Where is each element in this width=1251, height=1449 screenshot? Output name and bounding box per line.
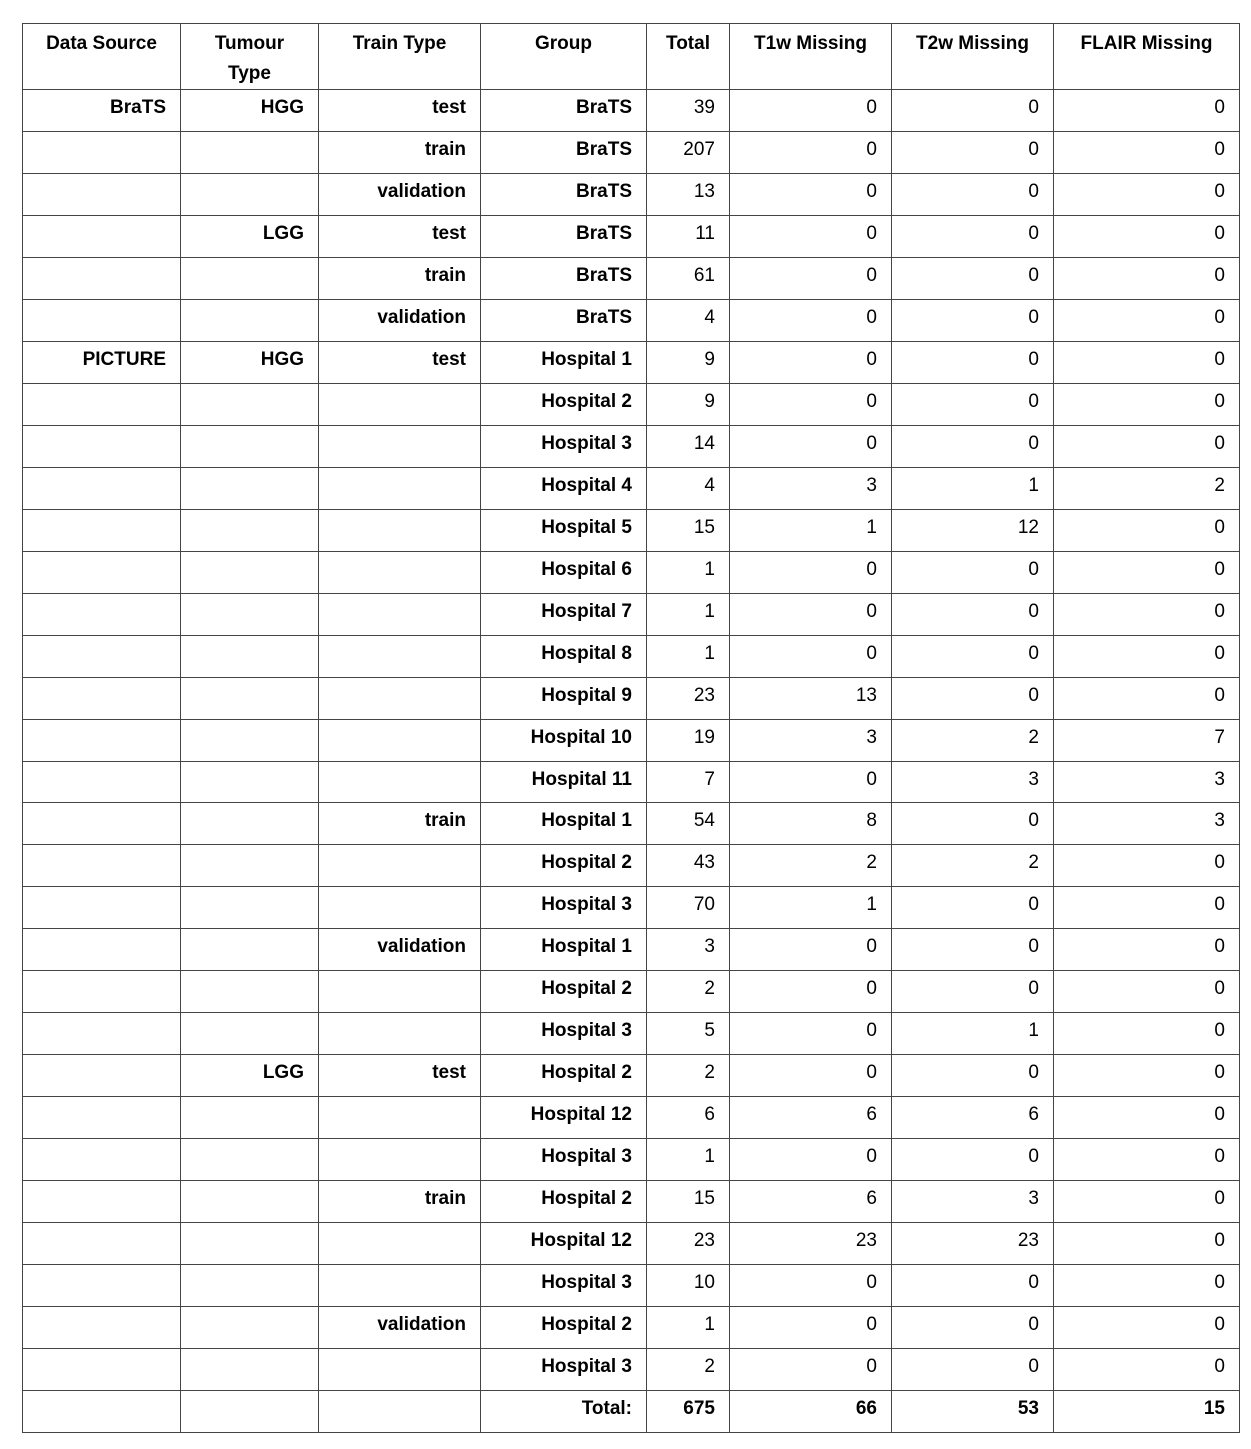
table-row <box>23 677 1240 719</box>
cell-total: 15 <box>647 1181 730 1223</box>
cell-total: 9 <box>647 341 730 383</box>
cell-tumour-type <box>181 425 319 467</box>
cell-t1w-missing: 0 <box>730 131 892 173</box>
cell-t1w-missing: 0 <box>730 635 892 677</box>
cell-data-source <box>23 509 181 551</box>
cell-train-type <box>319 719 481 761</box>
cell-train-type: train <box>319 803 481 845</box>
cell-tumour-type <box>181 845 319 887</box>
table-row <box>23 299 1240 341</box>
cell-t1w-missing: 3 <box>730 467 892 509</box>
cell-train-type: train <box>319 257 481 299</box>
cell-data-source <box>23 635 181 677</box>
cell-group: Hospital 2 <box>481 1307 647 1349</box>
cell-data-source <box>23 1013 181 1055</box>
cell-data-source <box>23 845 181 887</box>
cell-t1w-missing: 8 <box>730 803 892 845</box>
cell-t2w-missing: 2 <box>892 845 1054 887</box>
cell-total: 1 <box>647 593 730 635</box>
cell-t2w-missing: 0 <box>892 593 1054 635</box>
cell-data-source <box>23 1349 181 1391</box>
cell-group: Hospital 10 <box>481 719 647 761</box>
cell-tumour-type <box>181 1097 319 1139</box>
cell-total: 43 <box>647 845 730 887</box>
cell-train-type: validation <box>319 299 481 341</box>
cell-flair-missing: 0 <box>1054 131 1240 173</box>
cell-data-source <box>23 887 181 929</box>
table-row <box>23 803 1240 845</box>
cell-train-type: test <box>319 90 481 132</box>
table-row <box>23 509 1240 551</box>
cell-tumour-type <box>181 1265 319 1307</box>
cell-train-type <box>319 1097 481 1139</box>
cell-t1w-missing: 6 <box>730 1097 892 1139</box>
cell-flair-missing: 3 <box>1054 761 1240 803</box>
cell-data-source <box>23 971 181 1013</box>
cell-t1w-missing: 0 <box>730 761 892 803</box>
cell-data-source <box>23 131 181 173</box>
cell-train-type <box>319 1265 481 1307</box>
table-row <box>23 1349 1240 1391</box>
cell-flair-missing: 3 <box>1054 803 1240 845</box>
cell-data-source <box>23 761 181 803</box>
cell-flair-missing: 0 <box>1054 299 1240 341</box>
cell-tumour-type <box>181 173 319 215</box>
cell-flair-missing: 0 <box>1054 1307 1240 1349</box>
cell-total: 7 <box>647 761 730 803</box>
table-row <box>23 719 1240 761</box>
cell-flair-missing: 0 <box>1054 509 1240 551</box>
cell-t2w-missing: 0 <box>892 341 1054 383</box>
cell-train-type: validation <box>319 1307 481 1349</box>
table-row <box>23 1139 1240 1181</box>
cell-flair-missing: 0 <box>1054 1223 1240 1265</box>
cell-data-source <box>23 425 181 467</box>
table-row <box>23 173 1240 215</box>
cell-t1w-missing: 2 <box>730 845 892 887</box>
cell-flair-missing: 7 <box>1054 719 1240 761</box>
cell-total: 15 <box>647 509 730 551</box>
cell-t2w-missing: 1 <box>892 467 1054 509</box>
header-data-source: Data Source <box>23 24 181 90</box>
cell-t2w-missing: 0 <box>892 383 1054 425</box>
cell-group: Hospital 1 <box>481 341 647 383</box>
table-row <box>23 1223 1240 1265</box>
cell-t2w-missing: 0 <box>892 215 1054 257</box>
cell-t1w-missing: 3 <box>730 719 892 761</box>
cell-flair-missing: 0 <box>1054 215 1240 257</box>
cell-t2w-missing: 0 <box>892 1307 1054 1349</box>
header-group: Group <box>481 24 647 90</box>
table-row <box>23 1013 1240 1055</box>
cell-flair-missing: 0 <box>1054 1013 1240 1055</box>
cell-tumour-type <box>181 803 319 845</box>
cell-flair-missing: 0 <box>1054 383 1240 425</box>
header-row <box>23 24 1240 90</box>
cell-group: Hospital 3 <box>481 1013 647 1055</box>
cell-total: 1 <box>647 635 730 677</box>
cell-data-source <box>23 551 181 593</box>
cell-tumour-type <box>181 971 319 1013</box>
cell-t2w-missing: 0 <box>892 551 1054 593</box>
cell-tumour-type <box>181 1307 319 1349</box>
cell-t1w-missing: 0 <box>730 1139 892 1181</box>
cell-train-type <box>319 635 481 677</box>
cell-flair-missing: 0 <box>1054 425 1240 467</box>
cell-tumour-type <box>181 677 319 719</box>
cell-tumour-type <box>181 1349 319 1391</box>
header-flair-missing: FLAIR Missing <box>1054 24 1240 90</box>
cell-tumour-type <box>181 383 319 425</box>
cell-t2w-missing: 53 <box>892 1391 1054 1433</box>
cell-group: Hospital 1 <box>481 929 647 971</box>
cell-total: 1 <box>647 1307 730 1349</box>
table-row <box>23 761 1240 803</box>
cell-group: Hospital 3 <box>481 1349 647 1391</box>
table-row <box>23 90 1240 132</box>
table-row <box>23 1181 1240 1223</box>
cell-tumour-type <box>181 761 319 803</box>
cell-total: 9 <box>647 383 730 425</box>
cell-data-source <box>23 929 181 971</box>
table-row <box>23 257 1240 299</box>
table-body <box>23 90 1240 1433</box>
cell-total: 6 <box>647 1097 730 1139</box>
cell-t1w-missing: 0 <box>730 1307 892 1349</box>
total-row <box>23 1391 1240 1433</box>
cell-train-type: test <box>319 215 481 257</box>
cell-t1w-missing: 0 <box>730 257 892 299</box>
cell-flair-missing: 0 <box>1054 887 1240 929</box>
table-row <box>23 1307 1240 1349</box>
cell-total: 4 <box>647 467 730 509</box>
cell-train-type <box>319 1139 481 1181</box>
cell-tumour-type <box>181 1139 319 1181</box>
cell-t1w-missing: 0 <box>730 1265 892 1307</box>
cell-group: Hospital 7 <box>481 593 647 635</box>
cell-train-type <box>319 971 481 1013</box>
cell-train-type <box>319 1391 481 1433</box>
cell-t2w-missing: 23 <box>892 1223 1054 1265</box>
cell-total: 5 <box>647 1013 730 1055</box>
cell-data-source <box>23 173 181 215</box>
cell-train-type <box>319 425 481 467</box>
cell-tumour-type <box>181 719 319 761</box>
cell-t1w-missing: 1 <box>730 509 892 551</box>
table-row <box>23 929 1240 971</box>
cell-group: Hospital 2 <box>481 845 647 887</box>
cell-flair-missing: 0 <box>1054 971 1240 1013</box>
cell-train-type <box>319 593 481 635</box>
cell-tumour-type: HGG <box>181 90 319 132</box>
cell-train-type <box>319 887 481 929</box>
cell-data-source <box>23 1223 181 1265</box>
cell-total: 1 <box>647 1139 730 1181</box>
cell-t1w-missing: 0 <box>730 173 892 215</box>
cell-total: 4 <box>647 299 730 341</box>
cell-train-type <box>319 509 481 551</box>
cell-t1w-missing: 0 <box>730 383 892 425</box>
cell-total: 207 <box>647 131 730 173</box>
cell-flair-missing: 15 <box>1054 1391 1240 1433</box>
cell-train-type <box>319 845 481 887</box>
cell-t2w-missing: 0 <box>892 131 1054 173</box>
cell-tumour-type <box>181 1013 319 1055</box>
cell-group: Hospital 3 <box>481 1139 647 1181</box>
cell-flair-missing: 0 <box>1054 1265 1240 1307</box>
cell-group: Hospital 1 <box>481 803 647 845</box>
cell-flair-missing: 0 <box>1054 593 1240 635</box>
cell-group: BraTS <box>481 299 647 341</box>
cell-t2w-missing: 0 <box>892 90 1054 132</box>
cell-data-source <box>23 1181 181 1223</box>
data-table <box>22 23 1240 1433</box>
cell-data-source <box>23 1097 181 1139</box>
cell-data-source <box>23 1139 181 1181</box>
cell-group: Hospital 3 <box>481 425 647 467</box>
cell-t2w-missing: 0 <box>892 1265 1054 1307</box>
cell-t2w-missing: 12 <box>892 509 1054 551</box>
header-train-type: Train Type <box>319 24 481 90</box>
cell-train-type: validation <box>319 173 481 215</box>
cell-data-source <box>23 257 181 299</box>
cell-t1w-missing: 66 <box>730 1391 892 1433</box>
cell-tumour-type <box>181 593 319 635</box>
cell-group: BraTS <box>481 215 647 257</box>
cell-total: 3 <box>647 929 730 971</box>
cell-t2w-missing: 0 <box>892 887 1054 929</box>
cell-t1w-missing: 0 <box>730 971 892 1013</box>
cell-group: Hospital 5 <box>481 509 647 551</box>
cell-group: Hospital 3 <box>481 887 647 929</box>
cell-total: 39 <box>647 90 730 132</box>
cell-data-source <box>23 593 181 635</box>
cell-group: BraTS <box>481 257 647 299</box>
cell-total: 23 <box>647 1223 730 1265</box>
cell-t2w-missing: 3 <box>892 1181 1054 1223</box>
cell-t1w-missing: 0 <box>730 929 892 971</box>
table-row <box>23 1097 1240 1139</box>
header-tumour-type: Tumour Type <box>181 24 319 90</box>
cell-t2w-missing: 0 <box>892 425 1054 467</box>
cell-t1w-missing: 0 <box>730 1349 892 1391</box>
table-row <box>23 971 1240 1013</box>
cell-tumour-type <box>181 1391 319 1433</box>
cell-t1w-missing: 0 <box>730 1055 892 1097</box>
cell-t2w-missing: 0 <box>892 971 1054 1013</box>
cell-group: Hospital 11 <box>481 761 647 803</box>
cell-t2w-missing: 0 <box>892 173 1054 215</box>
cell-total: 61 <box>647 257 730 299</box>
cell-t1w-missing: 0 <box>730 90 892 132</box>
table-row <box>23 887 1240 929</box>
cell-train-type <box>319 677 481 719</box>
cell-t1w-missing: 0 <box>730 341 892 383</box>
table-row <box>23 341 1240 383</box>
cell-data-source: PICTURE <box>23 341 181 383</box>
cell-group: Hospital 4 <box>481 467 647 509</box>
cell-flair-missing: 0 <box>1054 845 1240 887</box>
cell-t2w-missing: 3 <box>892 761 1054 803</box>
cell-group: Total: <box>481 1391 647 1433</box>
cell-tumour-type <box>181 131 319 173</box>
table-row <box>23 845 1240 887</box>
table-row <box>23 1265 1240 1307</box>
cell-group: Hospital 9 <box>481 677 647 719</box>
cell-t2w-missing: 0 <box>892 1349 1054 1391</box>
cell-tumour-type <box>181 509 319 551</box>
cell-train-type <box>319 383 481 425</box>
cell-total: 54 <box>647 803 730 845</box>
table-row <box>23 467 1240 509</box>
cell-data-source <box>23 803 181 845</box>
cell-group: Hospital 3 <box>481 1265 647 1307</box>
table-row <box>23 1055 1240 1097</box>
cell-tumour-type <box>181 1181 319 1223</box>
cell-group: Hospital 2 <box>481 971 647 1013</box>
header-t1w-missing: T1w Missing <box>730 24 892 90</box>
cell-train-type: train <box>319 131 481 173</box>
cell-t2w-missing: 6 <box>892 1097 1054 1139</box>
cell-t1w-missing: 23 <box>730 1223 892 1265</box>
cell-tumour-type <box>181 551 319 593</box>
cell-tumour-type <box>181 299 319 341</box>
table-row <box>23 215 1240 257</box>
cell-t1w-missing: 0 <box>730 215 892 257</box>
cell-total: 70 <box>647 887 730 929</box>
cell-train-type: validation <box>319 929 481 971</box>
cell-t2w-missing: 0 <box>892 299 1054 341</box>
cell-t1w-missing: 0 <box>730 299 892 341</box>
cell-total: 2 <box>647 971 730 1013</box>
table-row <box>23 131 1240 173</box>
cell-train-type: train <box>319 1181 481 1223</box>
cell-data-source <box>23 383 181 425</box>
table-row <box>23 593 1240 635</box>
cell-tumour-type <box>181 887 319 929</box>
cell-data-source <box>23 1307 181 1349</box>
cell-total: 23 <box>647 677 730 719</box>
cell-train-type <box>319 551 481 593</box>
cell-t2w-missing: 0 <box>892 1055 1054 1097</box>
cell-flair-missing: 0 <box>1054 90 1240 132</box>
cell-flair-missing: 0 <box>1054 173 1240 215</box>
cell-tumour-type: LGG <box>181 1055 319 1097</box>
cell-total: 10 <box>647 1265 730 1307</box>
cell-train-type <box>319 1223 481 1265</box>
cell-total: 1 <box>647 551 730 593</box>
cell-flair-missing: 0 <box>1054 1139 1240 1181</box>
cell-t1w-missing: 0 <box>730 425 892 467</box>
cell-group: Hospital 6 <box>481 551 647 593</box>
cell-total: 2 <box>647 1349 730 1391</box>
cell-group: BraTS <box>481 131 647 173</box>
cell-tumour-type <box>181 467 319 509</box>
cell-group: Hospital 2 <box>481 383 647 425</box>
cell-total: 19 <box>647 719 730 761</box>
cell-t1w-missing: 6 <box>730 1181 892 1223</box>
cell-data-source: BraTS <box>23 90 181 132</box>
cell-group: Hospital 2 <box>481 1181 647 1223</box>
cell-train-type <box>319 1013 481 1055</box>
cell-total: 675 <box>647 1391 730 1433</box>
cell-data-source <box>23 1391 181 1433</box>
cell-flair-missing: 0 <box>1054 1181 1240 1223</box>
cell-total: 14 <box>647 425 730 467</box>
cell-t1w-missing: 13 <box>730 677 892 719</box>
cell-group: Hospital 2 <box>481 1055 647 1097</box>
cell-train-type: test <box>319 1055 481 1097</box>
table-row <box>23 551 1240 593</box>
cell-t2w-missing: 0 <box>892 677 1054 719</box>
cell-flair-missing: 0 <box>1054 341 1240 383</box>
table-row <box>23 383 1240 425</box>
cell-data-source <box>23 215 181 257</box>
cell-data-source <box>23 719 181 761</box>
cell-flair-missing: 0 <box>1054 551 1240 593</box>
cell-tumour-type <box>181 1223 319 1265</box>
cell-t2w-missing: 0 <box>892 1139 1054 1181</box>
cell-flair-missing: 0 <box>1054 1349 1240 1391</box>
cell-t2w-missing: 0 <box>892 635 1054 677</box>
cell-total: 13 <box>647 173 730 215</box>
table-row <box>23 635 1240 677</box>
cell-total: 11 <box>647 215 730 257</box>
cell-data-source <box>23 299 181 341</box>
cell-flair-missing: 2 <box>1054 467 1240 509</box>
cell-group: BraTS <box>481 173 647 215</box>
cell-train-type <box>319 467 481 509</box>
cell-group: Hospital 12 <box>481 1097 647 1139</box>
cell-t1w-missing: 0 <box>730 551 892 593</box>
cell-train-type <box>319 761 481 803</box>
cell-t2w-missing: 0 <box>892 803 1054 845</box>
cell-tumour-type <box>181 635 319 677</box>
cell-t2w-missing: 0 <box>892 929 1054 971</box>
cell-flair-missing: 0 <box>1054 929 1240 971</box>
cell-flair-missing: 0 <box>1054 635 1240 677</box>
cell-t1w-missing: 0 <box>730 1013 892 1055</box>
cell-t1w-missing: 0 <box>730 593 892 635</box>
header-total: Total <box>647 24 730 90</box>
cell-tumour-type: HGG <box>181 341 319 383</box>
cell-tumour-type: LGG <box>181 215 319 257</box>
cell-group: Hospital 12 <box>481 1223 647 1265</box>
cell-t2w-missing: 1 <box>892 1013 1054 1055</box>
cell-data-source <box>23 1055 181 1097</box>
cell-total: 2 <box>647 1055 730 1097</box>
cell-flair-missing: 0 <box>1054 1097 1240 1139</box>
cell-data-source <box>23 467 181 509</box>
table-row <box>23 425 1240 467</box>
cell-group: Hospital 8 <box>481 635 647 677</box>
header-t2w-missing: T2w Missing <box>892 24 1054 90</box>
cell-flair-missing: 0 <box>1054 677 1240 719</box>
cell-t2w-missing: 0 <box>892 257 1054 299</box>
cell-train-type <box>319 1349 481 1391</box>
cell-tumour-type <box>181 257 319 299</box>
cell-data-source <box>23 677 181 719</box>
cell-flair-missing: 0 <box>1054 257 1240 299</box>
cell-group: BraTS <box>481 90 647 132</box>
cell-train-type: test <box>319 341 481 383</box>
cell-tumour-type <box>181 929 319 971</box>
cell-t2w-missing: 2 <box>892 719 1054 761</box>
cell-t1w-missing: 1 <box>730 887 892 929</box>
cell-data-source <box>23 1265 181 1307</box>
cell-flair-missing: 0 <box>1054 1055 1240 1097</box>
